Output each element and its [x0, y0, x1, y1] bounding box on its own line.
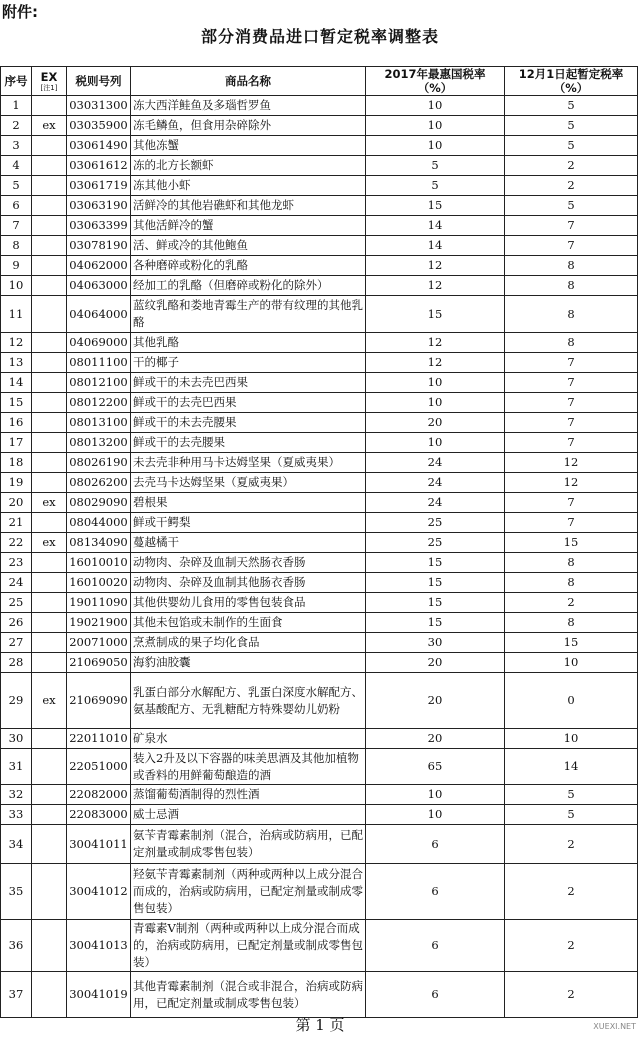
header-mfn: [366, 67, 505, 96]
row-mfn-rate: 12: [366, 276, 505, 296]
row-temp-rate: 5: [505, 136, 638, 156]
row-mfn-rate: 25: [366, 533, 505, 553]
row-no: 18: [1, 453, 32, 473]
row-name: 羟氨苄青霉素制剂（两种或两种以上成分混合而成的，治病或防病用，已配定剂量或制成零售包装）: [131, 864, 366, 920]
row-temp-rate: 8: [505, 333, 638, 353]
row-ex: [32, 613, 67, 633]
row-temp-rate: 8: [505, 573, 638, 593]
row-ex: [32, 972, 67, 1018]
row-no: 2: [1, 116, 32, 136]
row-code: 03031300: [67, 96, 131, 116]
row-temp-rate: 8: [505, 256, 638, 276]
row-no: 23: [1, 553, 32, 573]
row-name: 青霉素V制剂（两种或两种以上成分混合而成的，治病或防病用，已配定剂量或制成零售包装）: [131, 920, 366, 972]
row-ex: [32, 373, 67, 393]
row-code: 30041012: [67, 864, 131, 920]
table-row: [1, 805, 638, 825]
table-row: [1, 553, 638, 573]
row-code: 03035900: [67, 116, 131, 136]
row-ex: [32, 729, 67, 749]
row-temp-rate: 7: [505, 236, 638, 256]
watermark: XUEXI.NET: [593, 1022, 636, 1031]
row-temp-rate: 7: [505, 373, 638, 393]
row-code: 20071000: [67, 633, 131, 653]
row-ex: [32, 785, 67, 805]
row-code: 04062000: [67, 256, 131, 276]
row-name: 其他未包馅或未制作的生面食: [131, 613, 366, 633]
table-row: [1, 673, 638, 729]
row-temp-rate: 2: [505, 825, 638, 864]
table-row: [1, 353, 638, 373]
row-name: 干的椰子: [131, 353, 366, 373]
row-code: 08026190: [67, 453, 131, 473]
row-no: 1: [1, 96, 32, 116]
row-ex: [32, 920, 67, 972]
row-name: 鲜或干的未去壳巴西果: [131, 373, 366, 393]
row-mfn-rate: 10: [366, 116, 505, 136]
row-code: 16010020: [67, 573, 131, 593]
row-temp-rate: 7: [505, 493, 638, 513]
table-row: [1, 236, 638, 256]
row-code: 21069050: [67, 653, 131, 673]
row-mfn-rate: 6: [366, 864, 505, 920]
row-ex: [32, 805, 67, 825]
attachment-label: 附件:: [2, 3, 38, 21]
row-mfn-rate: 20: [366, 413, 505, 433]
row-no: 34: [1, 825, 32, 864]
row-mfn-rate: 6: [366, 920, 505, 972]
row-temp-rate: 2: [505, 920, 638, 972]
row-temp-rate: 12: [505, 473, 638, 493]
row-ex: [32, 96, 67, 116]
row-mfn-rate: 6: [366, 972, 505, 1018]
row-temp-rate: 8: [505, 276, 638, 296]
row-code: 08011100: [67, 353, 131, 373]
table-row: [1, 413, 638, 433]
row-ex: [32, 473, 67, 493]
row-temp-rate: 14: [505, 749, 638, 785]
row-ex: [32, 433, 67, 453]
row-code: 04064000: [67, 296, 131, 333]
row-mfn-rate: 15: [366, 573, 505, 593]
row-name: 动物肉、杂碎及血制天然肠衣香肠: [131, 553, 366, 573]
row-no: 16: [1, 413, 32, 433]
row-ex: [32, 749, 67, 785]
tariff-table: [0, 66, 638, 1018]
row-name: 未去壳非种用马卡达姆坚果（夏威夷果）: [131, 453, 366, 473]
row-code: 08044000: [67, 513, 131, 533]
row-ex: [32, 276, 67, 296]
row-mfn-rate: 30: [366, 633, 505, 653]
row-temp-rate: 2: [505, 864, 638, 920]
table-row: [1, 333, 638, 353]
row-mfn-rate: 15: [366, 553, 505, 573]
row-temp-rate: 2: [505, 176, 638, 196]
row-temp-rate: 8: [505, 296, 638, 333]
row-name: 经加工的乳酪（但磨碎或粉化的除外）: [131, 276, 366, 296]
row-ex: [32, 573, 67, 593]
table-row: [1, 473, 638, 493]
table-row: [1, 216, 638, 236]
row-code: 22082000: [67, 785, 131, 805]
row-temp-rate: 5: [505, 805, 638, 825]
row-no: 26: [1, 613, 32, 633]
row-temp-rate: 0: [505, 673, 638, 729]
row-temp-rate: 10: [505, 729, 638, 749]
row-no: 29: [1, 673, 32, 729]
row-name: 蓝纹乳酪和娄地青霉生产的带有纹理的其他乳酪: [131, 296, 366, 333]
row-mfn-rate: 10: [366, 433, 505, 453]
row-no: 36: [1, 920, 32, 972]
row-code: 21069090: [67, 673, 131, 729]
row-ex: ex: [32, 673, 67, 729]
table-row: [1, 785, 638, 805]
row-code: 30041011: [67, 825, 131, 864]
row-name: 动物肉、杂碎及血制其他肠衣香肠: [131, 573, 366, 593]
table-row: [1, 493, 638, 513]
row-no: 14: [1, 373, 32, 393]
row-name: 威士忌酒: [131, 805, 366, 825]
table-row: [1, 453, 638, 473]
row-temp-rate: 12: [505, 453, 638, 473]
row-ex: [32, 593, 67, 613]
row-mfn-rate: 65: [366, 749, 505, 785]
table-row: [1, 196, 638, 216]
header-temp: [505, 67, 638, 96]
table-row: [1, 633, 638, 653]
row-name: 烹煮制成的果子均化食品: [131, 633, 366, 653]
row-no: 7: [1, 216, 32, 236]
row-temp-rate: 7: [505, 393, 638, 413]
row-mfn-rate: 20: [366, 729, 505, 749]
row-code: 08029090: [67, 493, 131, 513]
row-no: 22: [1, 533, 32, 553]
row-mfn-rate: 12: [366, 333, 505, 353]
row-temp-rate: 7: [505, 433, 638, 453]
row-name: 其他冻蟹: [131, 136, 366, 156]
row-name: 去壳马卡达姆坚果（夏威夷果）: [131, 473, 366, 493]
table-row: [1, 653, 638, 673]
row-mfn-rate: 15: [366, 196, 505, 216]
row-temp-rate: 5: [505, 196, 638, 216]
table-row: [1, 393, 638, 413]
row-temp-rate: 5: [505, 116, 638, 136]
row-no: 12: [1, 333, 32, 353]
row-temp-rate: 7: [505, 513, 638, 533]
row-code: 03063399: [67, 216, 131, 236]
row-no: 33: [1, 805, 32, 825]
row-no: 31: [1, 749, 32, 785]
row-code: 08013100: [67, 413, 131, 433]
row-mfn-rate: 20: [366, 653, 505, 673]
table-header-row: [1, 67, 638, 96]
header-name: 商品名称: [131, 67, 366, 96]
row-mfn-rate: 15: [366, 296, 505, 333]
row-name: 乳蛋白部分水解配方、乳蛋白深度水解配方、氨基酸配方、无乳糖配方特殊婴幼儿奶粉: [131, 673, 366, 729]
row-temp-rate: 2: [505, 593, 638, 613]
row-ex: ex: [32, 116, 67, 136]
row-temp-rate: 7: [505, 353, 638, 373]
row-name: 其他活鲜冷的蟹: [131, 216, 366, 236]
header-temp-unit: （%）: [553, 81, 589, 95]
row-code: 19021900: [67, 613, 131, 633]
row-name: 鲜或干鳄梨: [131, 513, 366, 533]
row-code: 03078190: [67, 236, 131, 256]
row-ex: [32, 176, 67, 196]
row-code: 22011010: [67, 729, 131, 749]
row-mfn-rate: 24: [366, 453, 505, 473]
row-code: 03061612: [67, 156, 131, 176]
row-no: 32: [1, 785, 32, 805]
row-mfn-rate: 10: [366, 393, 505, 413]
header-ex-note: [注1]: [40, 84, 58, 92]
row-name: 装入2升及以下容器的味美思酒及其他加植物或香料的用鲜葡萄酿造的酒: [131, 749, 366, 785]
row-code: 19011090: [67, 593, 131, 613]
table-row: [1, 156, 638, 176]
row-mfn-rate: 24: [366, 493, 505, 513]
row-name: 蔓越橘干: [131, 533, 366, 553]
row-mfn-rate: 12: [366, 353, 505, 373]
row-temp-rate: 15: [505, 633, 638, 653]
row-mfn-rate: 25: [366, 513, 505, 533]
row-ex: [32, 453, 67, 473]
row-name: 冻大西洋鲑鱼及多瑙哲罗鱼: [131, 96, 366, 116]
row-code: 03063190: [67, 196, 131, 216]
row-temp-rate: 5: [505, 785, 638, 805]
row-no: 6: [1, 196, 32, 216]
row-code: 30041013: [67, 920, 131, 972]
row-ex: [32, 825, 67, 864]
row-name: 矿泉水: [131, 729, 366, 749]
row-mfn-rate: 10: [366, 373, 505, 393]
page-number: 第 1 页: [295, 1016, 345, 1034]
header-ex-label: EX: [40, 70, 58, 84]
table-row: [1, 176, 638, 196]
table-row: [1, 593, 638, 613]
table-row: [1, 972, 638, 1018]
row-ex: [32, 633, 67, 653]
table-row: [1, 864, 638, 920]
table-row: [1, 96, 638, 116]
row-no: 21: [1, 513, 32, 533]
row-no: 30: [1, 729, 32, 749]
row-temp-rate: 7: [505, 413, 638, 433]
row-code: 04069000: [67, 333, 131, 353]
row-ex: [32, 353, 67, 373]
row-temp-rate: 7: [505, 216, 638, 236]
row-ex: [32, 864, 67, 920]
row-ex: [32, 216, 67, 236]
header-mfn-label: 2017年最惠国税率: [384, 67, 486, 81]
row-no: 4: [1, 156, 32, 176]
row-name: 蒸馏葡萄酒制得的烈性酒: [131, 785, 366, 805]
row-mfn-rate: 14: [366, 236, 505, 256]
table-row: [1, 373, 638, 393]
header-code: 税则号列: [67, 67, 131, 96]
row-mfn-rate: 15: [366, 593, 505, 613]
row-mfn-rate: 14: [366, 216, 505, 236]
row-ex: [32, 413, 67, 433]
row-no: 3: [1, 136, 32, 156]
row-mfn-rate: 5: [366, 156, 505, 176]
table-row: [1, 116, 638, 136]
row-ex: [32, 196, 67, 216]
row-code: 03061719: [67, 176, 131, 196]
row-name: 鲜或干的未去壳腰果: [131, 413, 366, 433]
row-code: 22083000: [67, 805, 131, 825]
row-no: 17: [1, 433, 32, 453]
header-no: 序号: [1, 67, 32, 96]
row-temp-rate: 2: [505, 972, 638, 1018]
row-temp-rate: 8: [505, 553, 638, 573]
table-row: [1, 825, 638, 864]
row-code: 30041019: [67, 972, 131, 1018]
row-name: 鲜或干的去壳巴西果: [131, 393, 366, 413]
row-temp-rate: 15: [505, 533, 638, 553]
row-no: 8: [1, 236, 32, 256]
row-ex: [32, 553, 67, 573]
row-no: 25: [1, 593, 32, 613]
row-mfn-rate: 10: [366, 96, 505, 116]
row-code: 03061490: [67, 136, 131, 156]
row-code: 08026200: [67, 473, 131, 493]
row-temp-rate: 2: [505, 156, 638, 176]
row-no: 37: [1, 972, 32, 1018]
row-code: 08134090: [67, 533, 131, 553]
row-ex: [32, 256, 67, 276]
row-mfn-rate: 12: [366, 256, 505, 276]
row-mfn-rate: 10: [366, 136, 505, 156]
table-row: [1, 533, 638, 553]
row-code: 08013200: [67, 433, 131, 453]
row-mfn-rate: 15: [366, 613, 505, 633]
row-ex: [32, 136, 67, 156]
row-mfn-rate: 10: [366, 785, 505, 805]
row-code: 08012200: [67, 393, 131, 413]
row-no: 5: [1, 176, 32, 196]
row-name: 碧根果: [131, 493, 366, 513]
header-temp-label: 12月1日起暂定税率: [518, 67, 624, 81]
row-no: 20: [1, 493, 32, 513]
row-ex: ex: [32, 533, 67, 553]
table-row: [1, 136, 638, 156]
row-no: 24: [1, 573, 32, 593]
row-no: 13: [1, 353, 32, 373]
row-code: 08012100: [67, 373, 131, 393]
row-no: 15: [1, 393, 32, 413]
row-mfn-rate: 5: [366, 176, 505, 196]
table-row: [1, 729, 638, 749]
row-name: 氨苄青霉素制剂（混合，治病或防病用，已配定剂量或制成零售包装）: [131, 825, 366, 864]
row-no: 27: [1, 633, 32, 653]
row-ex: [32, 156, 67, 176]
document-title: 部分消费品进口暂定税率调整表: [200, 27, 439, 46]
row-mfn-rate: 10: [366, 805, 505, 825]
row-temp-rate: 8: [505, 613, 638, 633]
header-mfn-unit: （%）: [417, 81, 453, 95]
row-name: 活鲜冷的其他岩礁虾和其他龙虾: [131, 196, 366, 216]
row-no: 9: [1, 256, 32, 276]
row-no: 10: [1, 276, 32, 296]
row-name: 各种磨碎或粉化的乳酪: [131, 256, 366, 276]
row-no: 11: [1, 296, 32, 333]
table-row: [1, 256, 638, 276]
row-name: 冻的北方长额虾: [131, 156, 366, 176]
row-mfn-rate: 20: [366, 673, 505, 729]
row-no: 28: [1, 653, 32, 673]
row-name: 海豹油胶囊: [131, 653, 366, 673]
table-row: [1, 749, 638, 785]
row-ex: ex: [32, 493, 67, 513]
row-name: 冻其他小虾: [131, 176, 366, 196]
row-ex: [32, 333, 67, 353]
table-row: [1, 276, 638, 296]
row-temp-rate: 10: [505, 653, 638, 673]
row-ex: [32, 653, 67, 673]
table-row: [1, 433, 638, 453]
row-mfn-rate: 6: [366, 825, 505, 864]
table-row: [1, 513, 638, 533]
row-code: 16010010: [67, 553, 131, 573]
row-no: 19: [1, 473, 32, 493]
row-name: 活、鲜或冷的其他鲍鱼: [131, 236, 366, 256]
header-ex: [32, 67, 67, 96]
table-row: [1, 920, 638, 972]
row-ex: [32, 393, 67, 413]
row-no: 35: [1, 864, 32, 920]
row-name: 冻毛鳞鱼，但食用杂碎除外: [131, 116, 366, 136]
row-name: 其他乳酪: [131, 333, 366, 353]
row-ex: [32, 236, 67, 256]
row-mfn-rate: 24: [366, 473, 505, 493]
row-name: 其他青霉素制剂（混合或非混合，治病或防病用，已配定剂量或制成零售包装）: [131, 972, 366, 1018]
row-code: 04063000: [67, 276, 131, 296]
table-row: [1, 573, 638, 593]
row-name: 鲜或干的去壳腰果: [131, 433, 366, 453]
row-code: 22051000: [67, 749, 131, 785]
row-temp-rate: 5: [505, 96, 638, 116]
table-row: [1, 613, 638, 633]
table-row: [1, 296, 638, 333]
row-ex: [32, 296, 67, 333]
row-ex: [32, 513, 67, 533]
row-name: 其他供婴幼儿食用的零售包装食品: [131, 593, 366, 613]
table-body: [1, 96, 638, 1018]
